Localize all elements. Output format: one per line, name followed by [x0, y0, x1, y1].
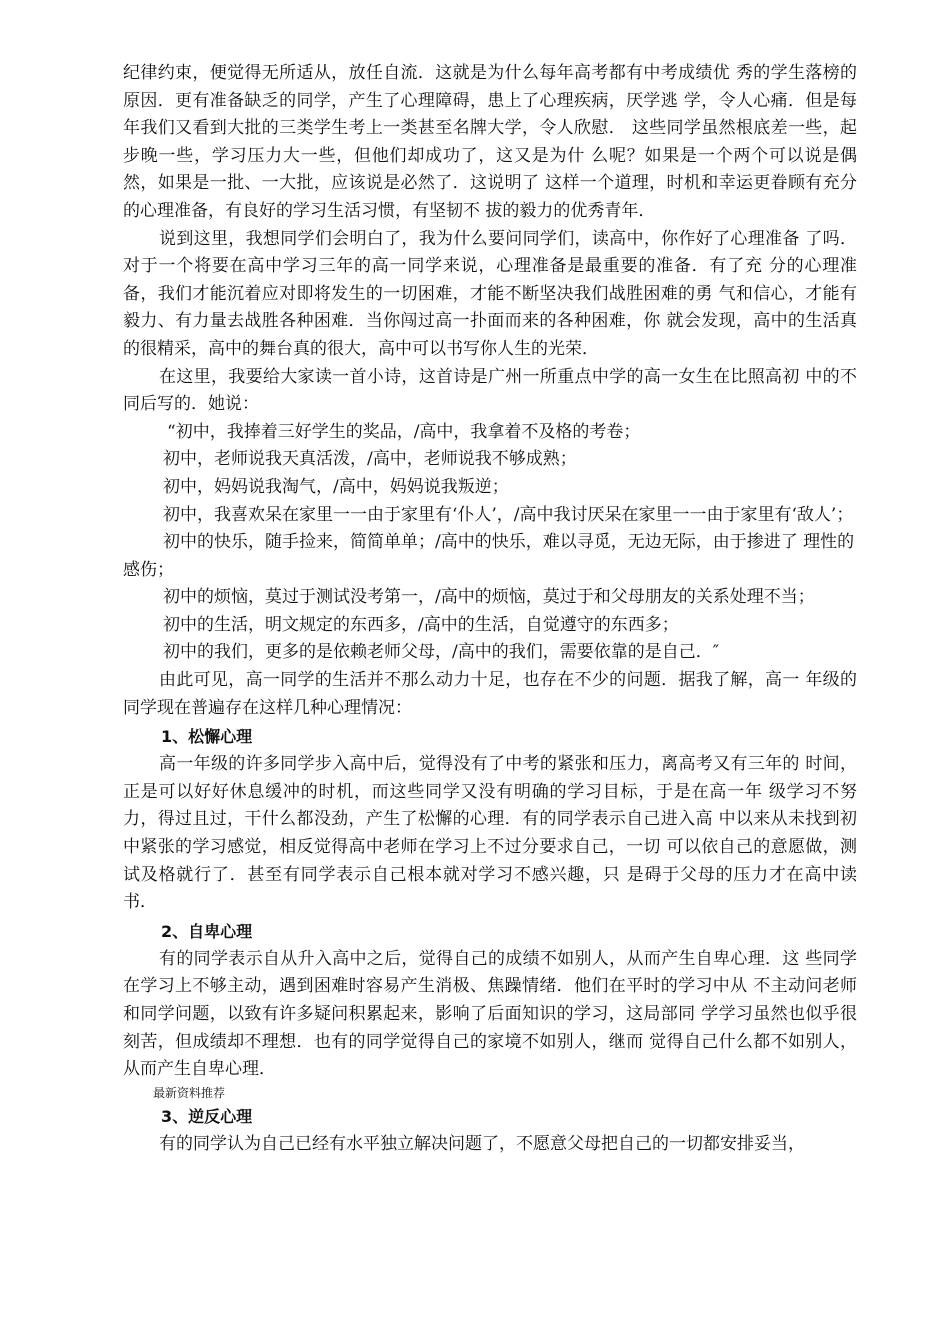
poem-line: 初中，老师说我天真活泼，/高中，老师说我不够成熟；	[163, 449, 577, 470]
document-page	[123, 60, 857, 1158]
poem-line: 初中，妈妈说我淘气，/高中，妈妈说我叛逆；	[163, 476, 509, 497]
section-body: 有的同学表示自从升入高中之后，觉得自己的成绩不如别人，从而产生自卑心理．这 些同学在学习上不够主动，遇到困难时容易产生消极、焦躁情绪．他们在平时的学习中从 不主动问老师和同学问题，以致有许多疑问积累起来，影响了后面知识的学习，这局部同 学学习虽然也似乎很刻苦，但成绩却不理想．也有的同学觉得自己的家境不如别人，继而 觉得自己什么都不如别人，从而产生自卑心理．	[123, 948, 857, 1080]
section-heading: 2、自卑心理	[161, 921, 253, 941]
paragraph-2: 说到这里，我想同学们会明白了，我为什么要问同学们，读高中，你作好了心理准备 了吗．对于一个将要在高中学习三年的高一同学来说，心理准备是最重要的准备．有了充 分的心理准备，我们才能沉着应对即将发生的一切困难，才能不断坚决我们战胜困难的勇 气和信心，才能有毅力、有力量去战胜各种困难．当你闯过高一扑面而来的各种困难，你 就会发现，高中的生活真的很精采，高中的舞台真的很大，高中可以书写你人生的光荣．	[123, 228, 857, 359]
poem-line: 初中的快乐，随手捡来，简简单单；/高中的快乐，难以寻觅，无边无际，由于掺进了 理性的感伤；	[123, 532, 855, 580]
poem-block	[123, 419, 857, 667]
section-heading: 3、逆反心理	[161, 1106, 253, 1126]
poem-line: 初中的我们，更多的是依赖老师父母，/高中的我们，需要依靠的是自己．″	[163, 642, 720, 663]
poem-line: 初中，我喜欢呆在家里一一由于家里有‘仆人’，/高中我讨厌呆在家里一一由于家里有‘敌人’；	[163, 504, 854, 525]
poem-line: 初中的生活，明文规定的东西多，/高中的生活，自觉遵守的东西多；	[163, 614, 679, 635]
section-heading: 1、松懈心理	[161, 727, 253, 747]
paragraph-4: 由此可见，高一同学的生活并不那么动力十足，也存在不少的问题．据我了解，高一 年级的同学现在普遍存在这样几种心理情况：	[123, 670, 857, 718]
section-body: 有的同学认为自己已经有水平独立解决问题了，不愿意父母把自己的一切都安排妥当，	[159, 1133, 805, 1154]
section-body: 高一年级的许多同学步入高中后，觉得没有了中考的紧张和压力，离高考又有三年的 时间，正是可以好好休息缓冲的时机，而这些同学又没有明确的学习目标，于是在高一年 级学习不努力，得过且过，干什么都没劲，产生了松懈的心理．有的同学表示自己进入高 中以来从未找到初中紧张的学习感觉，相反觉得高中老师在学习上不过分要求自己，一切 可以依自己的意愿做，测试及格就行了．甚至有同学表示自己根本就对学习不感兴趣，只 是碍于父母的压力才在高中读书．	[123, 754, 857, 913]
paragraph-3: 在这里，我要给大家读一首小诗，这首诗是广州一所重点中学的高一女生在比照高初 中的不同后写的．她说：	[123, 366, 857, 415]
poem-line: “初中，我捧着三好学生的奖品，/高中，我拿着不及格的考卷；	[167, 421, 641, 442]
footer-note: 最新资料推荐	[153, 1085, 226, 1100]
paragraph-1: 纪律约束，便觉得无所适从，放任自流．这就是为什么每年高考都有中考成绩优 秀的学生落榜的原因．更有准备缺乏的同学，产生了心理障碍，患上了心理疾病，厌学逃 学，令人心痛．但是每年我们又看到大批的三类学生考上一类甚至名牌大学，令人欣慰． 这些同学虽然根底差一些，起步晚一些，学习压力大一些，但他们却成功了，这又是为什 么呢？如果是一个两个可以说是偶然，如果是一批、一大批，应该说是必然了．这说明了 这样一个道理，时机和幸运更眷顾有充分的心理准备，有良好的学习生活习惯，有坚韧不 拔的毅力的优秀青年．	[123, 63, 857, 221]
poem-line: 初中的烦恼，莫过于测试没考第一，/高中的烦恼，莫过于和父母朋友的关系处理不当；	[163, 587, 815, 608]
